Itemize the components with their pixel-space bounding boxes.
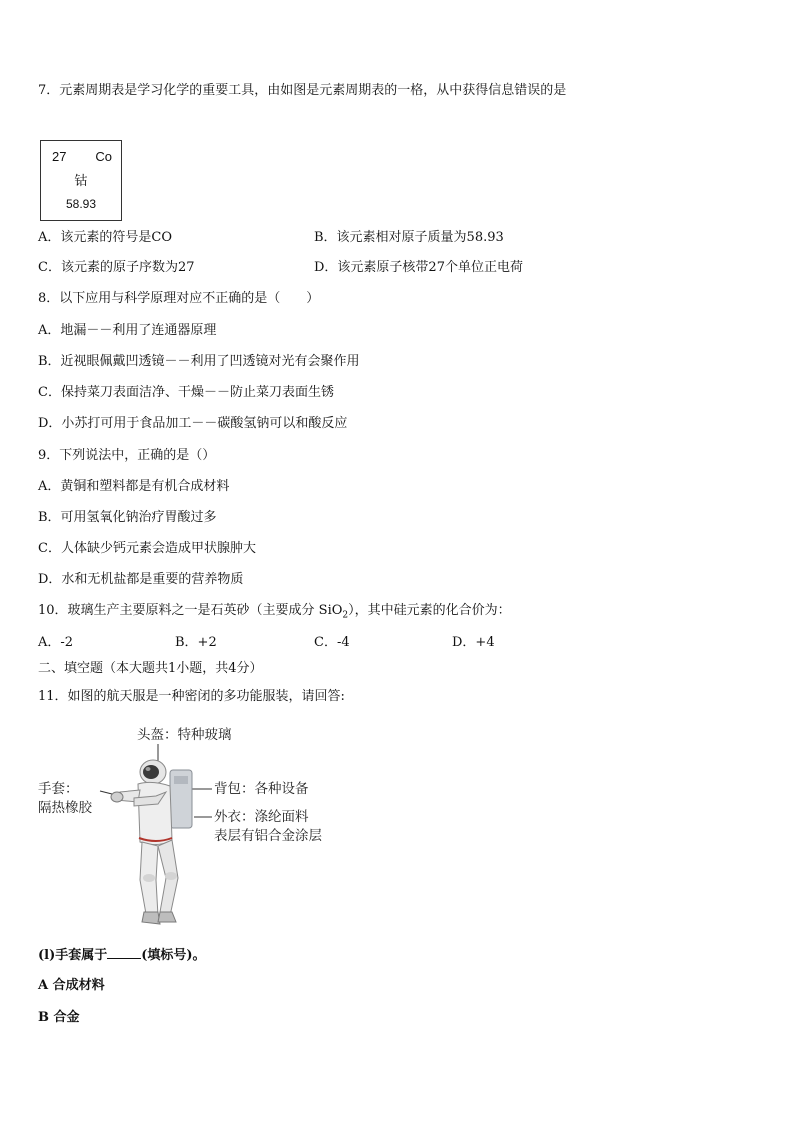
q10-option-a: A．-2 [38, 635, 74, 650]
q7-option-a: A．该元素的符号是CO [38, 230, 172, 245]
q8-option-b: B．近视眼佩戴凹透镜－－利用了凹透镜对光有会聚作用 [38, 354, 360, 369]
q8-stem: 8．以下应用与科学原理对应不正确的是（ ） [38, 291, 320, 306]
label-coat-line1: 外衣：涤纶面料 [214, 809, 309, 825]
q11-sub1-pre: (l)手套属于 [38, 948, 108, 963]
element-symbol: Co [95, 149, 112, 164]
q10-option-b: B．+2 [175, 635, 217, 650]
q7-option-b: B．该元素相对原子质量为58.93 [314, 230, 504, 245]
label-coat-line2: 表层有铝合金涂层 [214, 828, 322, 844]
q11-sub1-post: (填标号)。 [141, 948, 206, 963]
q7-option-d: D．该元素原子核带27个单位正电荷 [314, 260, 523, 275]
label-glove-line1: 手套： [38, 781, 79, 797]
q7-stem: 7．元素周期表是学习化学的重要工具，由如图是元素周期表的一格，从中获得信息错误的是 [38, 83, 567, 98]
q9-stem: 9．下列说法中，正确的是（） [38, 448, 216, 463]
label-backpack: 背包：各种设备 [214, 781, 309, 797]
q8-option-c: C．保持菜刀表面洁净、干燥－－防止菜刀表面生锈 [38, 385, 334, 400]
q9-option-a: A．黄铜和塑料都是有机合成材料 [38, 479, 230, 494]
q11-option-a: A 合成材料 [38, 978, 105, 993]
element-name: 钴 [74, 174, 88, 189]
atomic-number: 27 [52, 149, 67, 164]
section-title: 二、填空题（本大题共1小题，共4分） [38, 661, 263, 676]
label-glove-line2: 隔热橡胶 [38, 800, 92, 816]
q11-stem: 11．如图的航天服是一种密闭的多功能服装，请回答: [38, 689, 345, 704]
q11-sub1 [38, 946, 206, 964]
q11-option-b: B 合金 [38, 1010, 80, 1025]
answer-blank[interactable] [107, 946, 141, 959]
q9-option-d: D．水和无机盐都是重要的营养物质 [38, 572, 244, 587]
q10-stem-post: ），其中硅元素的化合价为： [348, 603, 511, 618]
q10-option-c: C．-4 [314, 635, 350, 650]
q7-option-c: C．该元素的原子序数为27 [38, 260, 195, 275]
q10-option-d: D．+4 [452, 635, 495, 650]
q9-option-b: B．可用氢氧化钠治疗胃酸过多 [38, 510, 217, 525]
q10-stem-pre: 10．玻璃生产主要原料之一是石英砂（主要成分 SiO [38, 603, 343, 618]
q8-option-a: A．地漏－－利用了连通器原理 [38, 323, 217, 338]
q8-option-d: D．小苏打可用于食品加工－－碳酸氢钠可以和酸反应 [38, 416, 348, 431]
q9-option-c: C．人体缺少钙元素会造成甲状腺肿大 [38, 541, 256, 556]
q10-stem-subscript: 2 [342, 610, 349, 621]
label-helmet: 头盔：特种玻璃 [137, 727, 232, 743]
atomic-mass: 58.93 [65, 197, 97, 211]
